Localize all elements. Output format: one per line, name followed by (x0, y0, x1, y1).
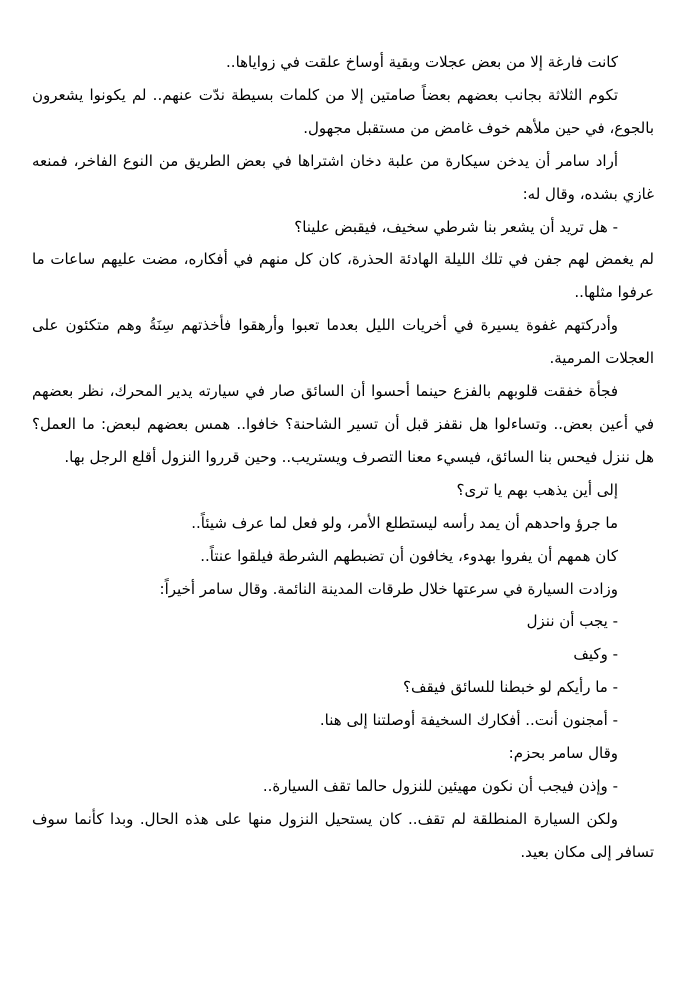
paragraph-8: ما جرؤ واحدهم أن يمد رأسه ليستطلع الأمر، ولو فعل لما عرف شيئاً.. (191, 513, 618, 532)
paragraph-11: وقال سامر بحزم: (508, 744, 618, 763)
dialogue-line-6: - وإذن فيجب أن نكون مهيئين للنزول حالما تقف السيارة.. (262, 776, 618, 795)
dialogue-line-2: - يجب أن ننزل (526, 612, 618, 631)
paragraph-12: ولكن السيارة المنطلقة لم تقف.. كان يستحيل النزول منها على هذه الحال. وبدا كأنما سوف تسافر إلى مكان بعيد. (32, 809, 654, 861)
paragraph-9: كان همهم أن يفروا بهدوء، يخافون أن تضبطهم الشرطة فيلقوا عنتاً.. (200, 546, 618, 565)
paragraph-5: وأدركتهم غفوة يسيرة في أخريات الليل بعدما تعبوا وأرهقوا فأخذتهم سِنَةُ وهم متكئون على العجلات المرمية. (32, 316, 654, 368)
paragraph-4: لم يغمض لهم جفن في تلك الليلة الهادئة الحذرة، كان كل منهم في أفكاره، مضت عليهم ساعات ما عرفوا مثلها.. (32, 250, 654, 302)
paragraph-10: وزادت السيارة في سرعتها خلال طرقات المدينة النائمة. وقال سامر أخيراً: (159, 579, 618, 598)
paragraph-7: إلى أين يذهب بهم يا ترى؟ (456, 480, 618, 499)
dialogue-line-3: - وكيف (573, 645, 618, 664)
dialogue-line-1: - هل تريد أن يشعر بنا شرطي سخيف، فيقبض علينا؟ (294, 217, 618, 236)
paragraph-6: فجأة خفقت قلوبهم بالفزع حينما أحسوا أن السائق صار في سيارته يدير المحرك، نظر بعضهم في أعين بعض.. وتساءلوا هل نقفز قبل أن تسير الشاحنة؟ خافوا.. همس بعضهم لبعض: ما العمل؟ هل ننزل فيحس بنا السائق، فيسيء معنا التصرف ويستريب.. وحين قرروا النزول أقلع الرجل بها. (32, 382, 654, 466)
dialogue-line-4: - ما رأيكم لو خبطنا للسائق فيقف؟ (403, 678, 618, 697)
paragraph-3: أراد سامر أن يدخن سيكارة من علبة دخان اشتراها في بعض الطريق من النوع الفاخر، فمنعه غازي بشده، وقال له: (32, 151, 654, 203)
dialogue-line-5: - أمجنون أنت.. أفكارك السخيفة أوصلتنا إلى هنا. (319, 711, 618, 730)
paragraph-2: تكوم الثلاثة بجانب بعضهم بعضاً صامتين إلا من كلمات بسيطة ندّت عنهم.. لم يكونوا يشعرون بالجوع، في حين ملأهم خوف غامض من مستقبل مجهول. (32, 85, 654, 137)
paragraph-1: كانت فارغة إلا من بعض عجلات وبقية أوساخ علقت في زواياها.. (226, 53, 618, 71)
